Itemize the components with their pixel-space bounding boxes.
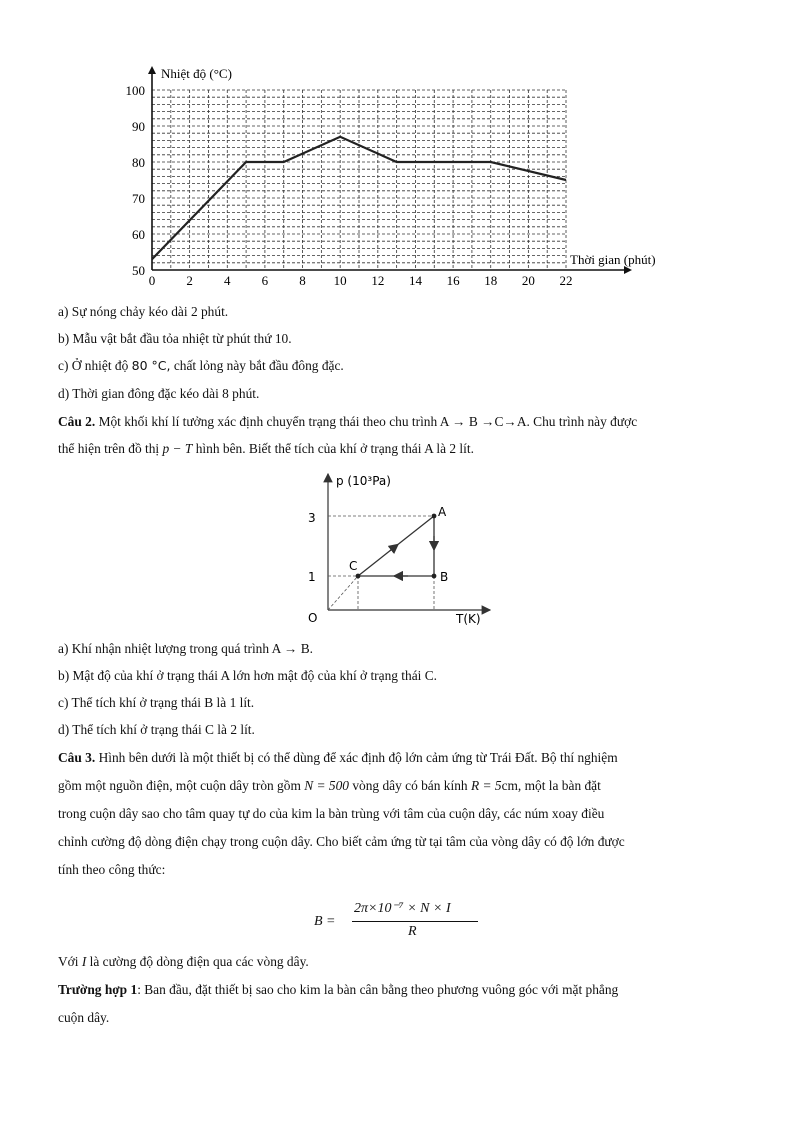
x-tick-label: 14 — [408, 273, 422, 288]
q3-text2-pre: gồm một nguồn điện, một cuộn dây tròn gồm — [58, 778, 305, 793]
q1-c-pre: c) Ở nhiệt độ — [58, 358, 132, 373]
label-c: C — [349, 559, 358, 573]
x-tick-label: 2 — [186, 273, 193, 288]
q1-statement-d: d) Thời gian đông đặc kéo dài 8 phút. — [58, 386, 260, 401]
pt-cycle-diagram — [290, 466, 530, 636]
x-axis-label: Thời gian (phút) — [570, 252, 656, 267]
x-tick-label: 6 — [261, 273, 269, 288]
q2-statement-c: c) Thể tích khí ở trạng thái B là 1 lít. — [58, 695, 255, 710]
q2-intro-line1 — [58, 413, 637, 431]
x-tick-label: 18 — [484, 273, 498, 288]
q1-statement-a: a) Sự nóng chảy kéo dài 2 phút. — [58, 304, 229, 319]
q1-statement-b: b) Mẫu vật bắt đầu tỏa nhiệt từ phút thứ 10. — [58, 331, 292, 346]
q3-case1-text1: : Ban đầu, đặt thiết bị sao cho kim la bàn cân bằng theo phương vuông góc với mặt phẳng — [137, 982, 619, 997]
q3-N: N = 500 — [304, 778, 349, 793]
chart-grid — [152, 90, 566, 270]
q3-case1-line2: cuộn dây. — [58, 1010, 110, 1025]
q2-statement-b: b) Mật độ của khí ở trạng thái A lớn hơn mật độ của khí ở trạng thái C. — [58, 668, 438, 683]
point-c — [356, 574, 361, 579]
p-tick-1: 1 — [308, 570, 316, 584]
x-tick-label: 20 — [521, 273, 535, 288]
x-tick-label: 12 — [371, 273, 385, 288]
formula-numerator: 2π×10⁻⁷ × N × I — [354, 901, 451, 916]
q3-line2 — [58, 777, 601, 795]
magnetic-field-formula — [314, 900, 484, 946]
t-axis-label: T(K) — [456, 612, 481, 626]
point-b — [432, 574, 437, 579]
arrow-c-a — [390, 544, 398, 550]
q2-text2-post: hình bên. Biết thể tích của khí ở trạng thái A là 2 lít. — [192, 441, 474, 456]
guide-origin-c — [328, 576, 358, 610]
x-tick-label: 16 — [446, 273, 460, 288]
q3-case1-label: Trường hợp 1 — [58, 982, 138, 997]
q3-line4: chỉnh cường độ dòng điện chạy trong cuộn dây. Cho biết cảm ứng từ tại tâm của vòng dây có độ lớn được — [58, 834, 625, 849]
q3-text2-mid: vòng dây có bán kính — [348, 778, 471, 793]
x-tick-label: 10 — [333, 273, 347, 288]
q2-label: Câu 2. — [58, 414, 96, 429]
q3-line5: tính theo công thức: — [58, 862, 166, 877]
q2-text1: Một khối khí lí tưởng xác định chuyển trạng thái theo chu trình A → B →C→A. Chu trình này được — [95, 414, 638, 429]
q3-line6 — [58, 953, 309, 971]
y-tick-label: 70 — [132, 191, 145, 206]
origin-label: O — [308, 611, 318, 625]
q3-text1: Hình bên dưới là một thiết bị có thể dùng để xác định độ lớn cảm ứng từ Trái Đất. Bộ thí nghiệm — [95, 750, 618, 765]
q3-text6-pre: Với — [58, 954, 82, 969]
x-tick-label: 4 — [224, 273, 231, 288]
y-tick-label: 50 — [132, 263, 145, 278]
formula-fraction-bar — [352, 921, 478, 922]
q3-label: Câu 3. — [58, 750, 96, 765]
q1-statement-c — [58, 357, 344, 375]
label-b: B — [440, 570, 449, 584]
q3-text6: là cường độ dòng điện qua các vòng dây. — [86, 954, 309, 969]
y-axis-label: Nhiệt độ (°C) — [161, 66, 232, 81]
q3-line3: trong cuộn dây sao cho tâm quay tự do của kim la bàn trùng với tâm của cuộn dây, các núm xoay điều — [58, 806, 605, 821]
label-a: A — [438, 505, 447, 519]
x-tick-label: 8 — [299, 273, 306, 288]
temperature-chart — [0, 0, 794, 300]
q2-statement-d: d) Thể tích khí ở trạng thái C là 2 lít. — [58, 722, 255, 737]
q2-statement-a: a) Khí nhận nhiệt lượng trong quá trình A → B. — [58, 641, 313, 656]
q1-c-temp: 80 °C, — [131, 358, 171, 373]
point-a — [432, 514, 437, 519]
q1-c-post: chất lỏng này bắt đầu đông đặc. — [170, 358, 344, 373]
q2-text2-pre: thể hiện trên đồ thị — [58, 441, 163, 456]
y-tick-label: 90 — [132, 119, 145, 134]
y-tick-label: 80 — [132, 155, 145, 170]
p-axis-label: p (10³Pa) — [336, 474, 391, 488]
q3-R: R = 5 — [470, 778, 502, 793]
x-tick-label: 22 — [559, 273, 573, 288]
q2-intro-line2 — [58, 440, 474, 458]
formula-lhs: B = — [314, 914, 336, 929]
chart-tick-labels — [126, 83, 573, 288]
q3-case1-line1 — [58, 981, 618, 999]
y-tick-label: 100 — [125, 83, 145, 98]
q2-math-pT: p − T — [162, 441, 193, 456]
formula-denominator: R — [408, 924, 417, 939]
q3-text2-post: cm, một la bàn đặt — [501, 778, 601, 793]
q3-I: I — [81, 954, 87, 969]
x-axis-arrowhead — [624, 266, 632, 274]
q3-line1 — [58, 749, 618, 767]
x-tick-label: 0 — [148, 273, 156, 288]
y-axis-arrowhead — [148, 66, 156, 74]
p-tick-3: 3 — [308, 511, 316, 525]
y-tick-label: 60 — [132, 227, 145, 242]
